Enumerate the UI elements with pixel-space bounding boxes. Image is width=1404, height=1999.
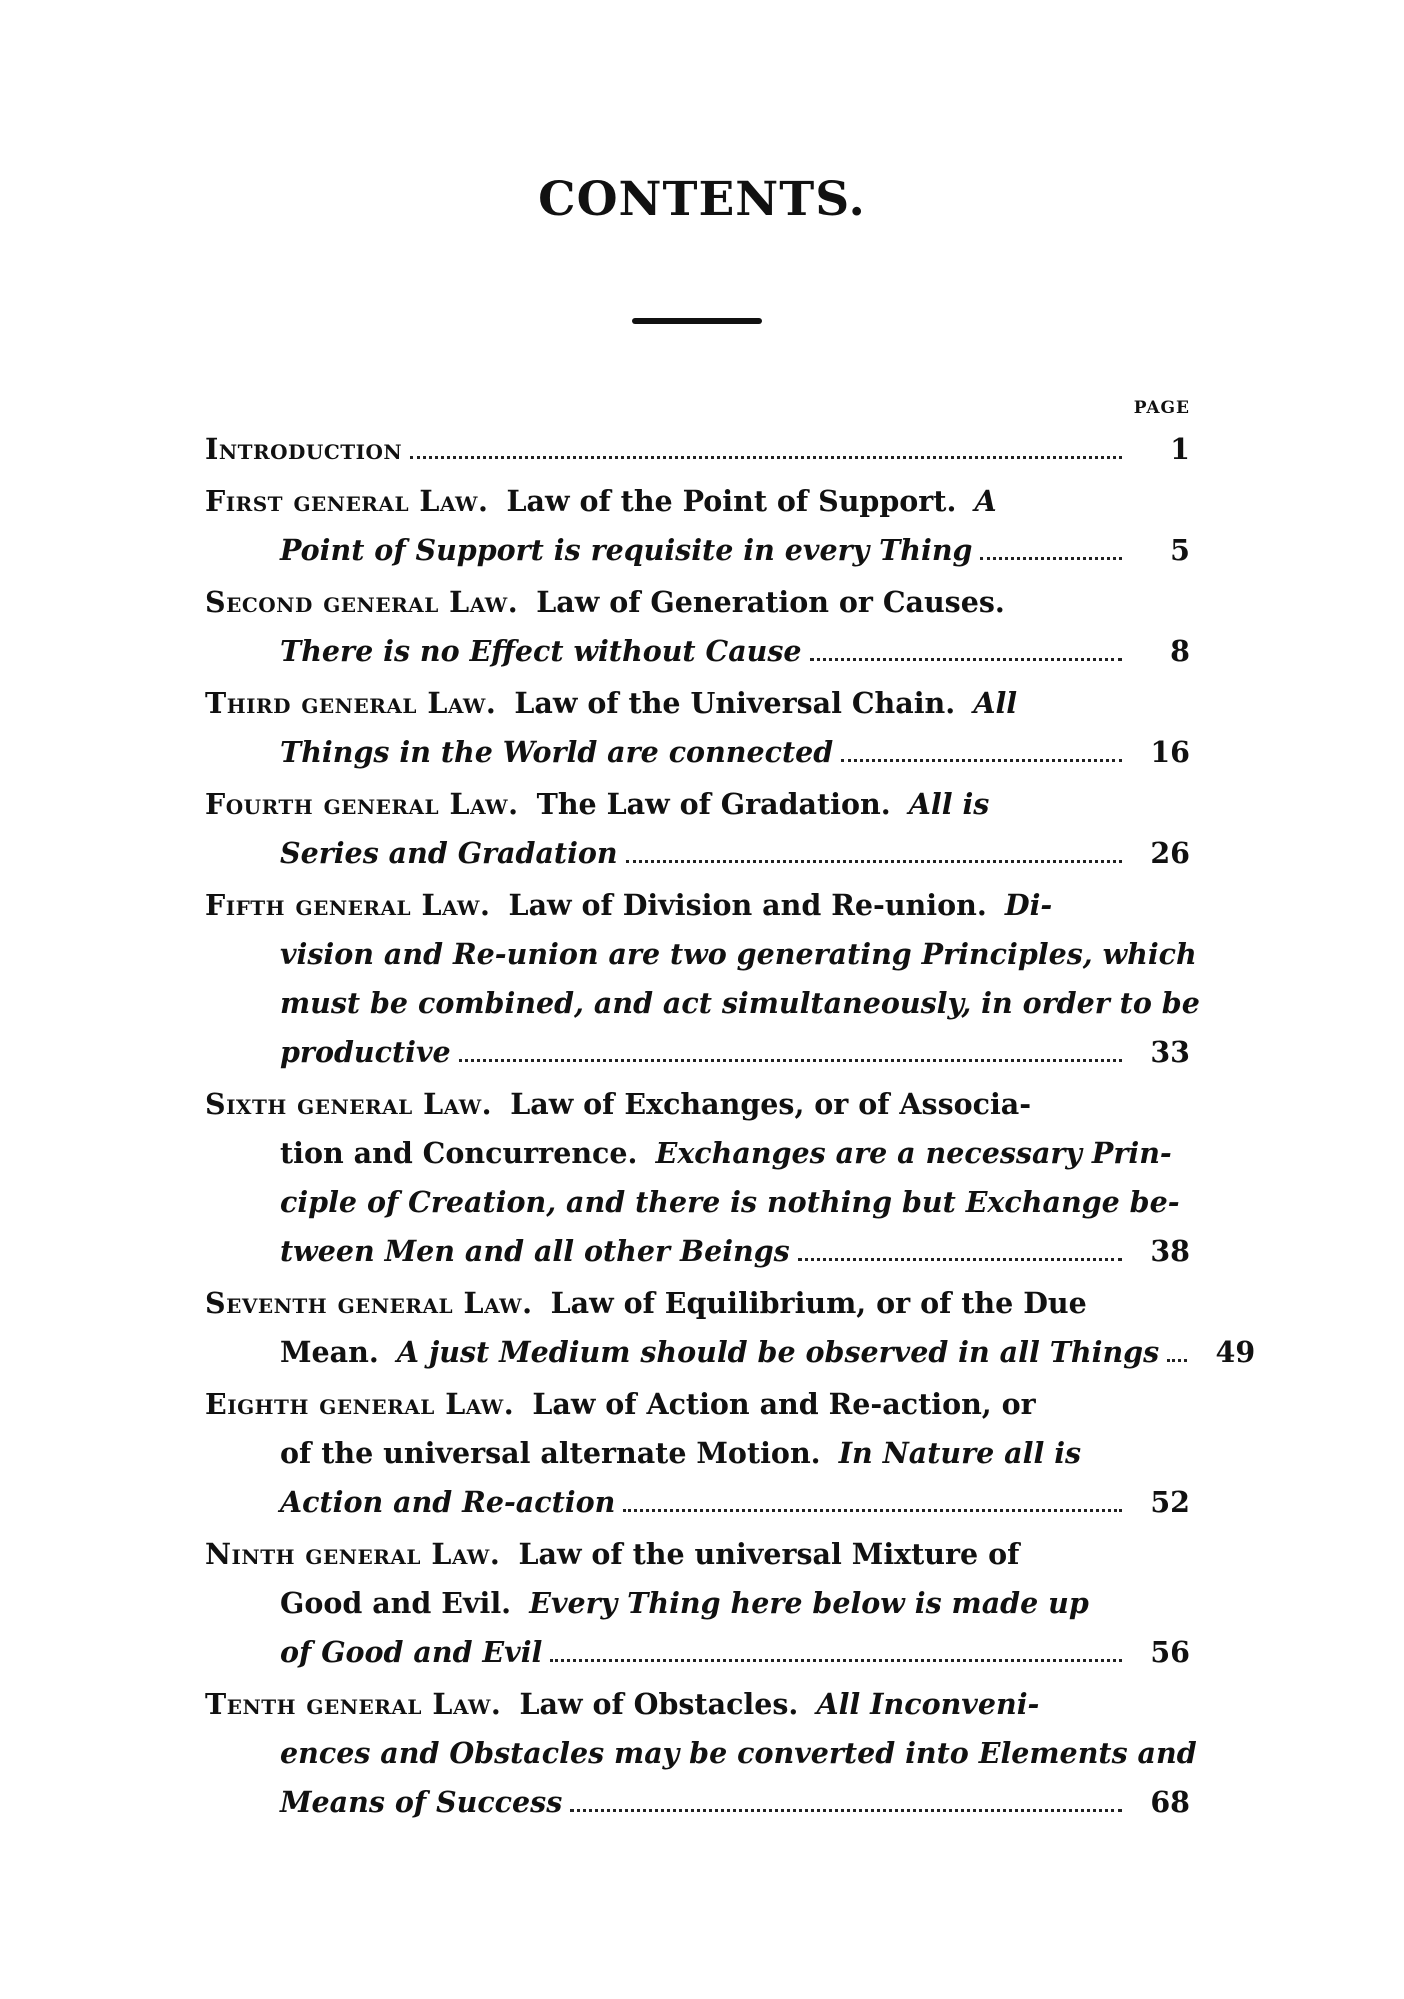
page-number: 52 bbox=[1150, 1485, 1190, 1519]
entry-text: Series and Gradation bbox=[280, 836, 618, 870]
entry-title: Law of Division and Re-union. bbox=[508, 888, 987, 922]
entry-text: of Good and Evil bbox=[280, 1635, 543, 1669]
entry-text: All Inconveni- bbox=[816, 1687, 1040, 1721]
entry-text: Things in the World are connected bbox=[280, 735, 834, 769]
dot-leader bbox=[841, 759, 1122, 762]
entry-heading: Eighth general Law. bbox=[205, 1387, 515, 1421]
entry-heading: Introduction bbox=[205, 432, 403, 466]
entry-text: ences and Obstacles may be converted into Elements and bbox=[280, 1736, 1197, 1770]
entry-title: Mean. bbox=[280, 1335, 379, 1369]
entry-title: Law of Generation or Causes. bbox=[536, 585, 1005, 619]
entry-text: Di- bbox=[1004, 888, 1053, 922]
entry-heading: Third general Law. bbox=[205, 686, 497, 720]
toc-entry-first-law[interactable] bbox=[205, 477, 1190, 575]
page-number: 33 bbox=[1150, 1035, 1190, 1069]
page-number: 8 bbox=[1170, 634, 1190, 668]
page-number: 16 bbox=[1150, 735, 1190, 769]
dot-leader bbox=[798, 1258, 1122, 1261]
dot-leader bbox=[570, 1809, 1122, 1812]
toc-entry-introduction[interactable] bbox=[205, 425, 1190, 474]
entry-title: Law of the Universal Chain. bbox=[514, 686, 956, 720]
page-number: 1 bbox=[1170, 432, 1190, 466]
dot-leader bbox=[459, 1059, 1122, 1062]
entry-heading: Sixth general Law. bbox=[205, 1087, 493, 1121]
page-column-label: PAGE bbox=[1133, 398, 1190, 418]
dot-leader bbox=[810, 658, 1122, 661]
dot-leader bbox=[410, 456, 1122, 459]
entry-title: Law of Equilibrium, or of the Due bbox=[550, 1286, 1087, 1320]
entry-text: Means of Success bbox=[280, 1785, 563, 1819]
entry-heading: Fourth general Law. bbox=[205, 787, 519, 821]
entry-title: tion and Concurrence. bbox=[280, 1136, 638, 1170]
entry-text: There is no Effect without Cause bbox=[280, 634, 802, 668]
page-number: 56 bbox=[1150, 1635, 1190, 1669]
entry-heading: Ninth general Law. bbox=[205, 1537, 501, 1571]
entry-text: Every Thing here below is made up bbox=[529, 1586, 1089, 1620]
entry-text: All is bbox=[908, 787, 990, 821]
entry-text: A just Medium should be observed in all Things bbox=[396, 1335, 1160, 1369]
page-number: 68 bbox=[1150, 1785, 1190, 1819]
entry-text: tween Men and all other Beings bbox=[280, 1234, 790, 1268]
page-title: CONTENTS. bbox=[538, 172, 866, 227]
entry-title: Law of the Point of Support. bbox=[506, 484, 957, 518]
dot-leader bbox=[626, 860, 1122, 863]
toc-entry-second-law[interactable] bbox=[205, 578, 1190, 676]
entry-title: of the universal alternate Motion. bbox=[280, 1436, 821, 1470]
entry-title: Good and Evil. bbox=[280, 1586, 512, 1620]
page-number: 38 bbox=[1150, 1234, 1190, 1268]
toc-entry-fourth-law[interactable] bbox=[205, 780, 1190, 878]
entry-title: Law of the universal Mixture of bbox=[518, 1537, 1020, 1571]
entry-title: Law of Exchanges, or of Associa- bbox=[510, 1087, 1032, 1121]
toc-entry-eighth-law[interactable] bbox=[205, 1380, 1190, 1527]
entry-text: must be combined, and act simultaneously, in order to be bbox=[280, 986, 1200, 1020]
toc-entry-seventh-law[interactable] bbox=[205, 1279, 1256, 1377]
toc-entry-fifth-law[interactable] bbox=[205, 881, 1200, 1077]
entry-text: ciple of Creation, and there is nothing but Exchange be- bbox=[280, 1185, 1180, 1219]
page-number: 5 bbox=[1170, 533, 1190, 567]
toc-entry-sixth-law[interactable] bbox=[205, 1080, 1190, 1276]
entry-text: Exchanges are a necessary Prin- bbox=[655, 1136, 1172, 1170]
dot-leader bbox=[623, 1509, 1122, 1512]
entry-text: In Nature all is bbox=[838, 1436, 1082, 1470]
dot-leader bbox=[550, 1659, 1122, 1662]
toc-entry-ninth-law[interactable] bbox=[205, 1530, 1190, 1677]
title-rule bbox=[632, 318, 762, 324]
dot-leader bbox=[1167, 1359, 1187, 1362]
entry-text: Point of Support is requisite in every Thing bbox=[280, 533, 973, 567]
entry-title: The Law of Gradation. bbox=[536, 787, 891, 821]
page-number: 26 bbox=[1150, 836, 1190, 870]
table-of-contents bbox=[205, 425, 1256, 1830]
entry-heading: First general Law. bbox=[205, 484, 489, 518]
entry-heading: Fifth general Law. bbox=[205, 888, 491, 922]
toc-entry-third-law[interactable] bbox=[205, 679, 1190, 777]
entry-text: All bbox=[973, 686, 1018, 720]
entry-text: Action and Re-action bbox=[280, 1485, 616, 1519]
page-number: 49 bbox=[1215, 1335, 1256, 1369]
toc-entry-tenth-law[interactable] bbox=[205, 1680, 1197, 1827]
entry-text: vision and Re-union are two generating Principles, which bbox=[280, 937, 1197, 971]
entry-text: productive bbox=[280, 1035, 451, 1069]
entry-heading: Second general Law. bbox=[205, 585, 519, 619]
entry-heading: Tenth general Law. bbox=[205, 1687, 502, 1721]
entry-text: A bbox=[974, 484, 997, 518]
entry-heading: Seventh general Law. bbox=[205, 1286, 533, 1320]
entry-title: Law of Action and Re-action, or bbox=[532, 1387, 1036, 1421]
entry-title: Law of Obstacles. bbox=[519, 1687, 799, 1721]
dot-leader bbox=[980, 557, 1122, 560]
